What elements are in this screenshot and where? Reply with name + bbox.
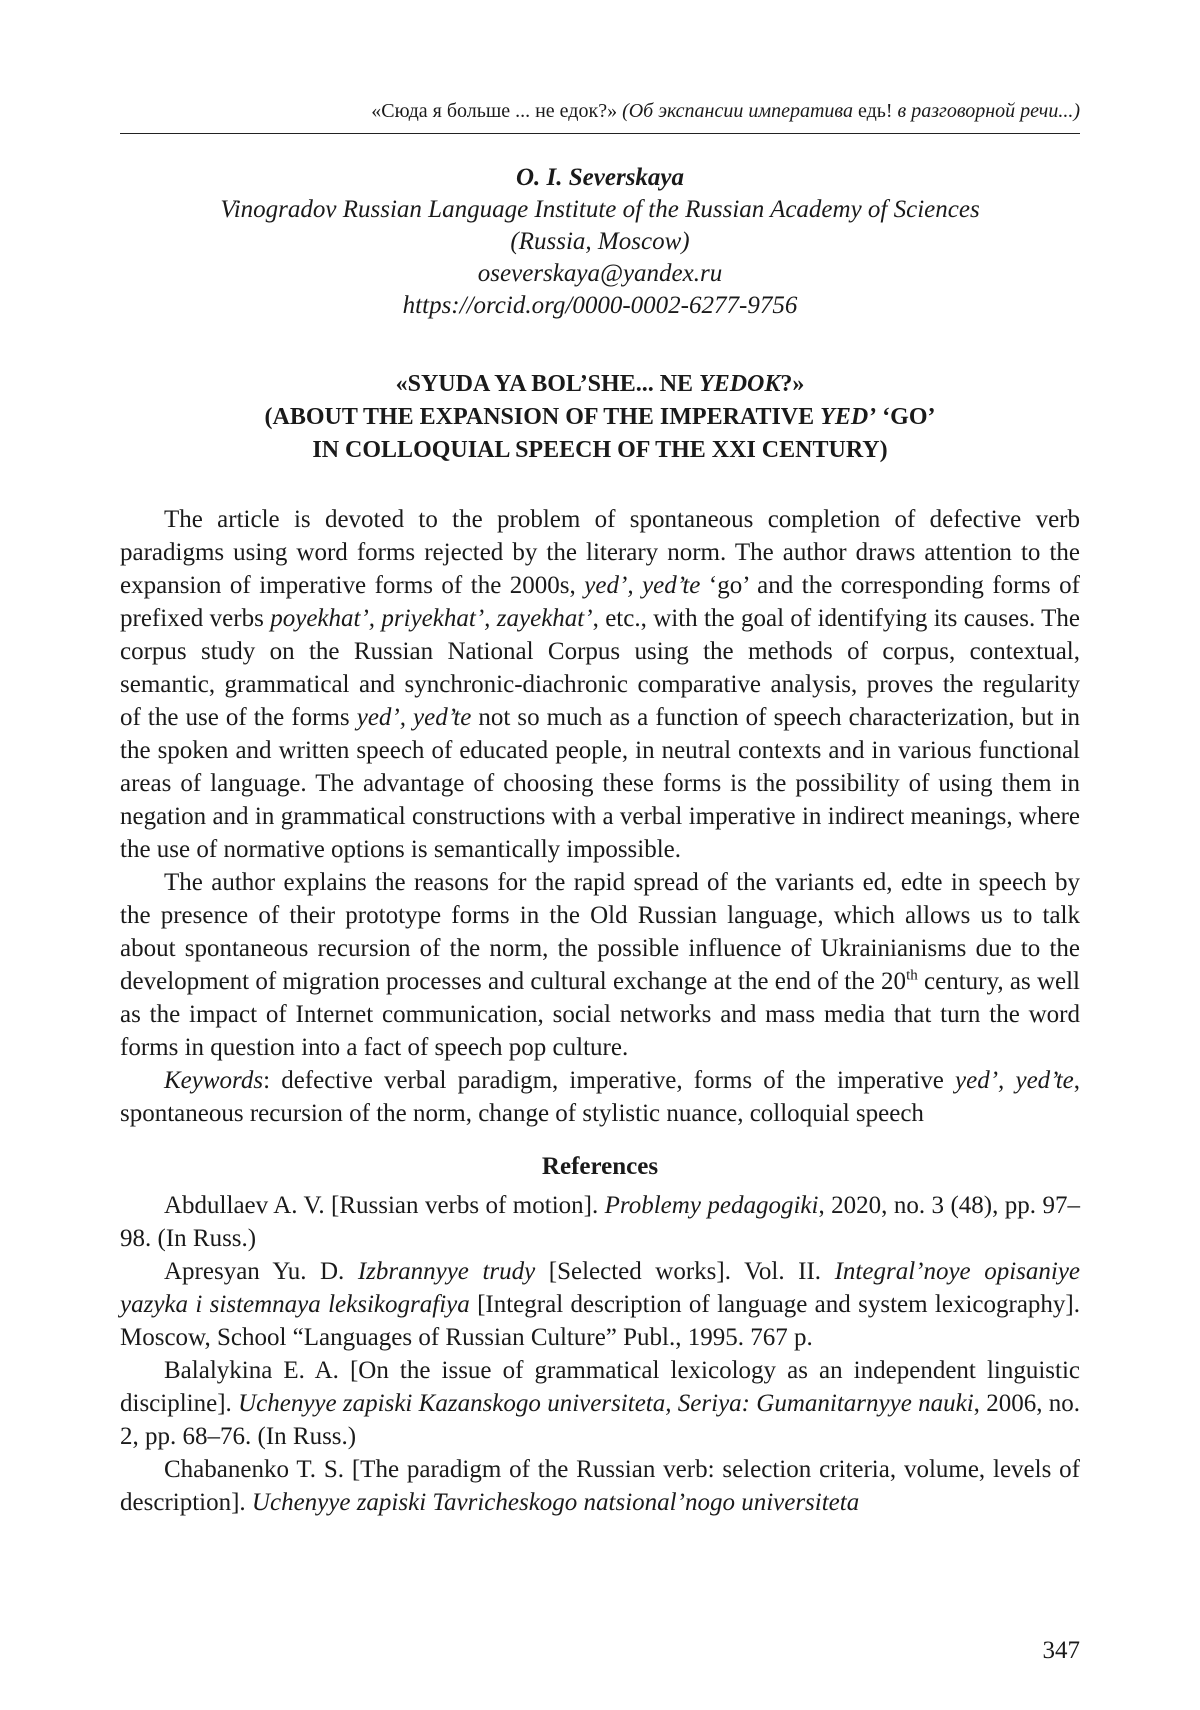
abstract-text: , etc., with the goal of identifying its causes. The corpus study on the Russian National Corpus using the methods of corpus, contextual, semantic, grammatical and synchronic-diachronic comparative analysis, proves the regularity of the use of the forms: [120, 605, 1080, 731]
keywords: [120, 1064, 1080, 1130]
reference-text: [Selected works]. Vol. II.: [535, 1258, 835, 1285]
keywords-term: yed’, yed’te: [955, 1067, 1074, 1094]
running-head-italic: (Об экспансии императива: [617, 100, 858, 122]
abstract-text: century, as well as the impact of Internet communication, social networks and mass media that turn the word forms in question into a fact of speech pop culture.: [120, 968, 1080, 1061]
reference-item: [120, 1255, 1080, 1354]
abstract-term: yed’, yed’te: [584, 572, 701, 599]
abstract-paragraph-2: [120, 866, 1080, 1064]
page: [120, 0, 1080, 1710]
page-number: 347: [1042, 1637, 1080, 1664]
reference-item: [120, 1453, 1080, 1519]
title-line-1: [120, 368, 1080, 401]
author-block: [120, 162, 1080, 322]
author-orcid[interactable]: https://orcid.org/0000-0002-6277-9756: [402, 292, 798, 319]
superscript: th: [906, 967, 918, 984]
author-email[interactable]: oseverskaya@yandex.ru: [477, 260, 723, 287]
header-rule: [120, 133, 1080, 134]
author-name: O. I. Severskaya: [515, 164, 685, 191]
running-head-end: в разговорной речи...): [892, 100, 1080, 122]
reference-item: [120, 1189, 1080, 1255]
title-line-2: [120, 401, 1080, 434]
reference-text: Chabanenko T. S. [The paradigm of the Russian verb: selection criteria, volume, levels of description].: [120, 1456, 1080, 1516]
author-location: (Russia, Moscow): [510, 228, 690, 255]
keywords-label: Keywords: [164, 1067, 264, 1094]
title-line-2-a: (ABOUT THE EXPANSION OF THE IMPERATIVE: [264, 404, 821, 430]
title-line-2-c: ‘GO’: [876, 404, 936, 430]
abstract-term: poyekhat’, priyekhat’, zayekhat’: [270, 605, 593, 632]
author-institution: Vinogradov Russian Language Institute of the Russian Academy of Sciences: [220, 196, 980, 223]
abstract-text: not so much as a function of speech characterization, but in the spoken and written speech of educated people, in neutral contexts and in various functional areas of language. The advantage of choosing these forms is the possibility of using them in negation and in grammatical constructions with a verbal imperative in indirect meanings, where the use of normative options is semantically impossible.: [120, 704, 1080, 863]
running-head-word: едь!: [857, 100, 893, 122]
title-line-2-b: YED’: [820, 404, 877, 430]
title-line-1-c: ?»: [780, 371, 805, 397]
reference-source: Uchenyye zapiski Tavricheskogo natsional’nogo universiteta: [251, 1489, 860, 1516]
reference-text: , 2020, no. 3 (48), pp. 97–98. (In Russ.): [120, 1192, 1080, 1252]
article-body: [120, 503, 1080, 1519]
abstract-text: The author explains the reasons for the rapid spread of the variants ed, edte in speech by the presence of their prototype forms in the Old Russian language, which allows us to talk about spontaneous recursion of the norm, the possible influence of Ukrainianisms due to the development of migration processes and cultural exchange at the end of the 20: [120, 869, 1080, 995]
reference-text: Apresyan Yu. D.: [164, 1258, 358, 1285]
reference-item: [120, 1354, 1080, 1453]
references-heading: References: [541, 1153, 659, 1180]
reference-source: Uchenyye zapiski Kazanskogo universiteta, Seriya: Gumanitarnyye nauki: [238, 1390, 974, 1417]
keywords-text: , spontaneous recursion of the norm, change of stylistic nuance, colloquial speech: [120, 1067, 1081, 1127]
article-title: [120, 368, 1080, 467]
reference-source: Integral’noye opisaniye yazyka i sistemnaya leksikografiya: [120, 1258, 1081, 1318]
running-head: [120, 98, 1080, 124]
reference-text: [Integral description of language and system lexicography]. Moscow, School “Languages of Russian Culture” Publ., 1995. 767 p.: [120, 1291, 1080, 1351]
reference-source: Problemy pedagogiki: [604, 1192, 819, 1219]
abstract-text: ‘go’ and the corresponding forms of prefixed verbs: [120, 572, 1080, 632]
title-line-1-b: YEDOK: [699, 371, 781, 397]
reference-text: Abdullaev A. V. [Russian verbs of motion].: [164, 1192, 605, 1219]
reference-text: , 2006, no. 2, pp. 68–76. (In Russ.): [120, 1390, 1081, 1450]
reference-text: Balalykina E. A. [On the issue of grammatical lexicology as an independent linguistic discipline].: [120, 1357, 1080, 1417]
keywords-text: : defective verbal paradigm, imperative, forms of the imperative: [263, 1067, 956, 1094]
abstract-paragraph-1: [120, 503, 1080, 866]
running-head-upright: «Сюда я больше ... не едок?»: [371, 100, 618, 122]
title-line-3: IN COLLOQUIAL SPEECH OF THE XXI CENTURY): [312, 437, 888, 463]
title-line-1-a: «SYUDA YA BOL’SHE... NE: [395, 371, 700, 397]
abstract-term: yed’, yed’te: [356, 704, 472, 731]
reference-source: Izbrannyye trudy: [357, 1258, 536, 1285]
abstract-text: The article is devoted to the problem of spontaneous completion of defective verb paradigms using word forms rejected by the literary norm. The author draws attention to the expansion of imperative forms of the 2000s,: [120, 506, 1080, 599]
